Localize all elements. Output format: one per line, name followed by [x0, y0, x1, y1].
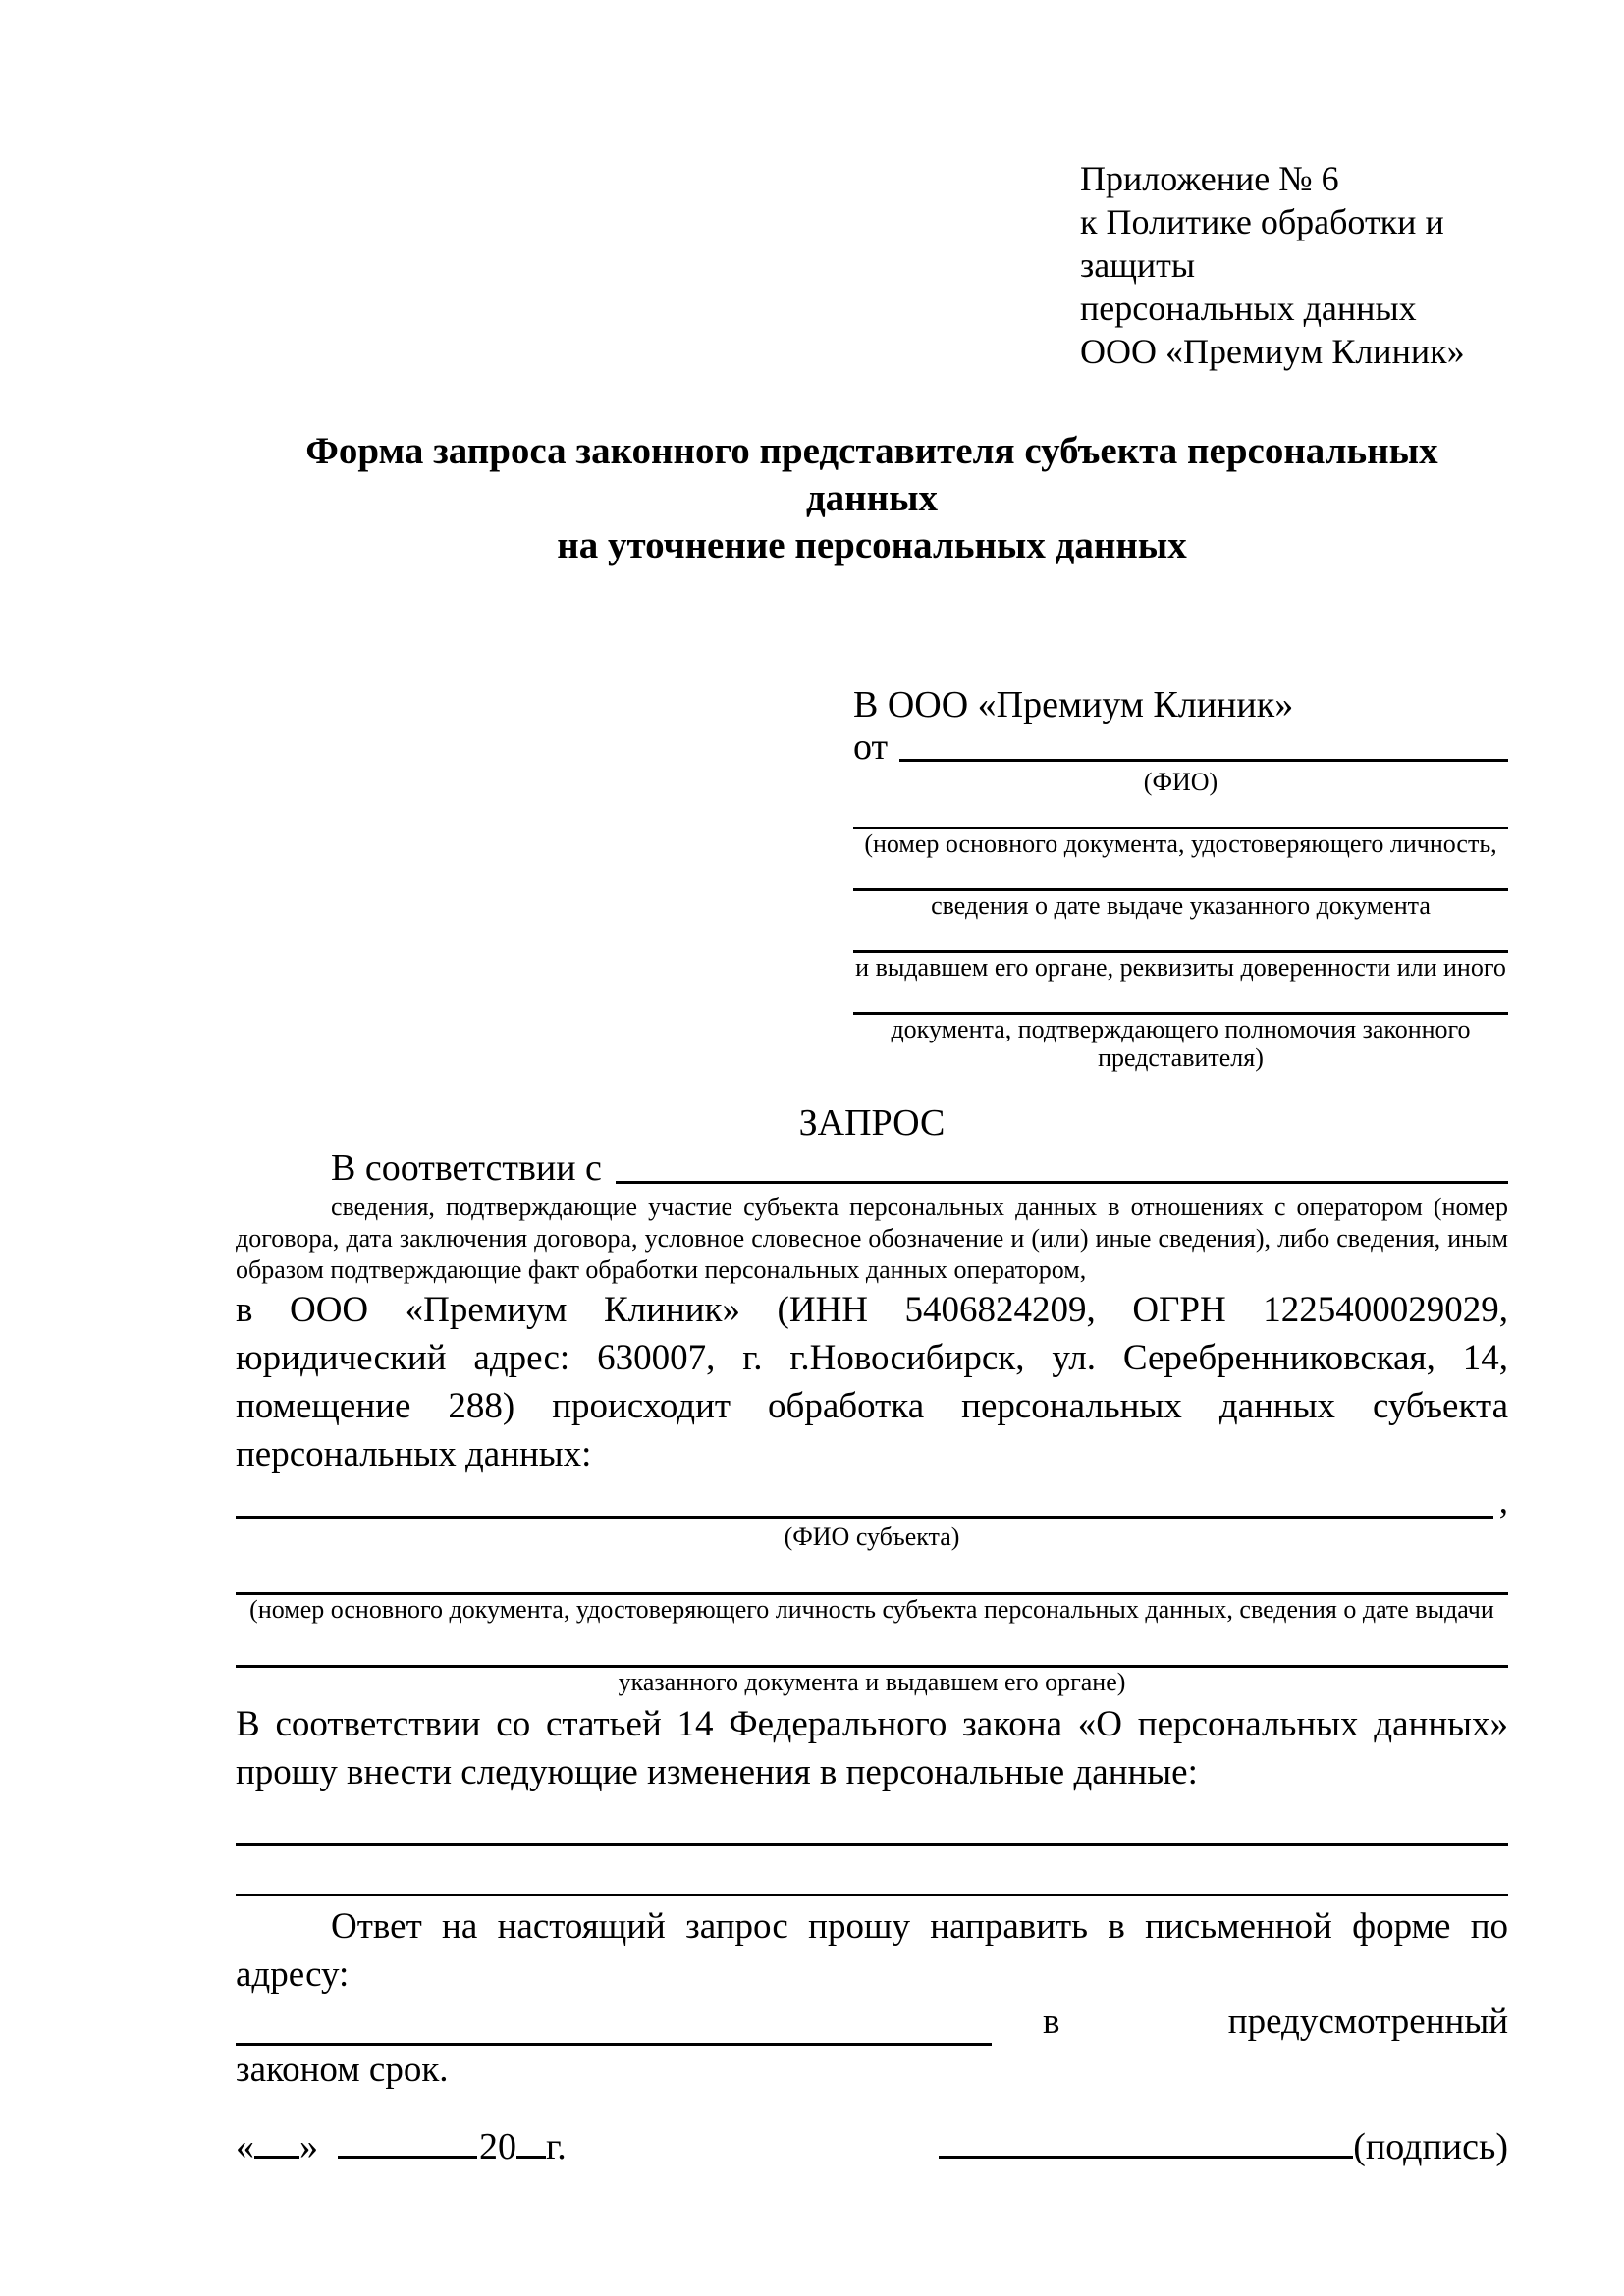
basis-field[interactable] — [616, 1181, 1508, 1184]
identity-document-number-field[interactable] — [853, 796, 1508, 829]
subject-fio-caption: (ФИО субъекта) — [784, 1522, 960, 1551]
changes-field-line-1[interactable] — [236, 1796, 1508, 1846]
date-month-field[interactable] — [338, 2126, 477, 2159]
issue-date-field[interactable] — [853, 858, 1508, 891]
subject-document-field-2[interactable] — [236, 1629, 1508, 1668]
subject-document-caption-2: указанного документа и выдавшем его органе) — [618, 1668, 1126, 1696]
signature-group — [939, 2124, 1508, 2169]
appendix-header — [1080, 157, 1508, 373]
subject-fio-field[interactable] — [236, 1486, 1493, 1519]
basis-label: В соответствии с — [331, 1148, 602, 1189]
date-day-field[interactable] — [254, 2126, 299, 2159]
footer-row — [236, 2124, 1508, 2169]
header-line-1: Приложение № 6 — [1080, 159, 1339, 198]
signature-field[interactable] — [939, 2126, 1353, 2159]
fio-caption: (ФИО) — [1143, 768, 1218, 796]
identity-document-caption: (номер основного документа, удостоверяющего личность, — [864, 829, 1497, 858]
changes-field-line-2[interactable] — [236, 1846, 1508, 1896]
subject-line-comma: , — [1498, 1481, 1508, 1522]
authority-proof-caption: документа, подтверждающего полномочия законного представителя) — [891, 1015, 1471, 1072]
from-row — [853, 726, 1508, 768]
signature-caption: (подпись) — [1353, 2126, 1508, 2167]
addressee-block — [853, 683, 1508, 1072]
reply-sentence-end: законом срок. — [236, 2050, 449, 2090]
issue-date-caption: сведения о дате выдаче указанного документа — [931, 891, 1431, 920]
reply-word-1: в — [1043, 2002, 1060, 2042]
issuing-authority-caption: и выдавшем его органе, реквизиты доверенности или иного — [855, 953, 1506, 982]
date-year-suffix: г. — [546, 2126, 567, 2167]
date-close-quote: » — [299, 2126, 318, 2167]
authority-proof-document-field[interactable] — [853, 982, 1508, 1015]
reply-address-field[interactable] — [236, 2007, 992, 2046]
reply-word-2: предусмотренный — [1227, 2002, 1508, 2042]
reply-rest — [992, 1999, 1508, 2046]
title-line-1: Форма запроса законного представителя субъекта персональных данных — [305, 430, 1438, 519]
operator-paragraph: в ООО «Премиум Клиник» (ИНН 5406824209, ОГРН 1225400029029, юридический адрес: 630007, г. г.Новосибирск, ул. Серебренниковская, 14, помещение 288) происходит обработка персональных данных субъекта персональных данных: — [236, 1290, 1508, 1474]
document-title — [236, 428, 1508, 569]
header-line-4: ООО «Премиум Клиник» — [1080, 332, 1465, 371]
law-paragraph: В соответствии со статьей 14 Федерального закона «О персональных данных» прошу внести следующие изменения в персональные данные: — [236, 1704, 1508, 1792]
addressee-organization: В ООО «Премиум Клиник» — [853, 684, 1294, 725]
reply-sentence-start: Ответ на настоящий запрос прошу направить в письменной форме по адресу: — [236, 1906, 1508, 1995]
representative-name-field[interactable] — [899, 759, 1508, 762]
subject-fio-row — [236, 1480, 1508, 1522]
request-heading: ЗАПРОС — [798, 1102, 946, 1144]
header-line-2: к Политике обработки и защиты — [1080, 202, 1444, 285]
date-year-prefix: 20 — [479, 2126, 516, 2167]
date-open-quote: « — [236, 2126, 254, 2167]
from-label: от — [853, 726, 889, 768]
header-line-3: персональных данных — [1080, 289, 1417, 328]
title-line-2: на уточнение персональных данных — [557, 524, 1187, 566]
date-year-field[interactable] — [516, 2126, 546, 2159]
basis-caption: сведения, подтверждающие участие субъекта персональных данных в отношениях с оператором (номер договора, дата заключения договора, условное словесное обозначение и (или) иные сведения), либо сведения, иным образом подтверждающие факт обработки персональных данных оператором, — [236, 1193, 1508, 1284]
reply-address-row — [236, 1999, 1508, 2046]
subject-document-caption-1: (номер основного документа, удостоверяющего личность субъекта персональных данных, сведения о дате выдачи — [249, 1595, 1494, 1624]
date-group — [236, 2124, 567, 2169]
subject-document-field-1[interactable] — [236, 1557, 1508, 1595]
issuing-authority-field[interactable] — [853, 920, 1508, 953]
basis-row — [236, 1147, 1508, 1190]
